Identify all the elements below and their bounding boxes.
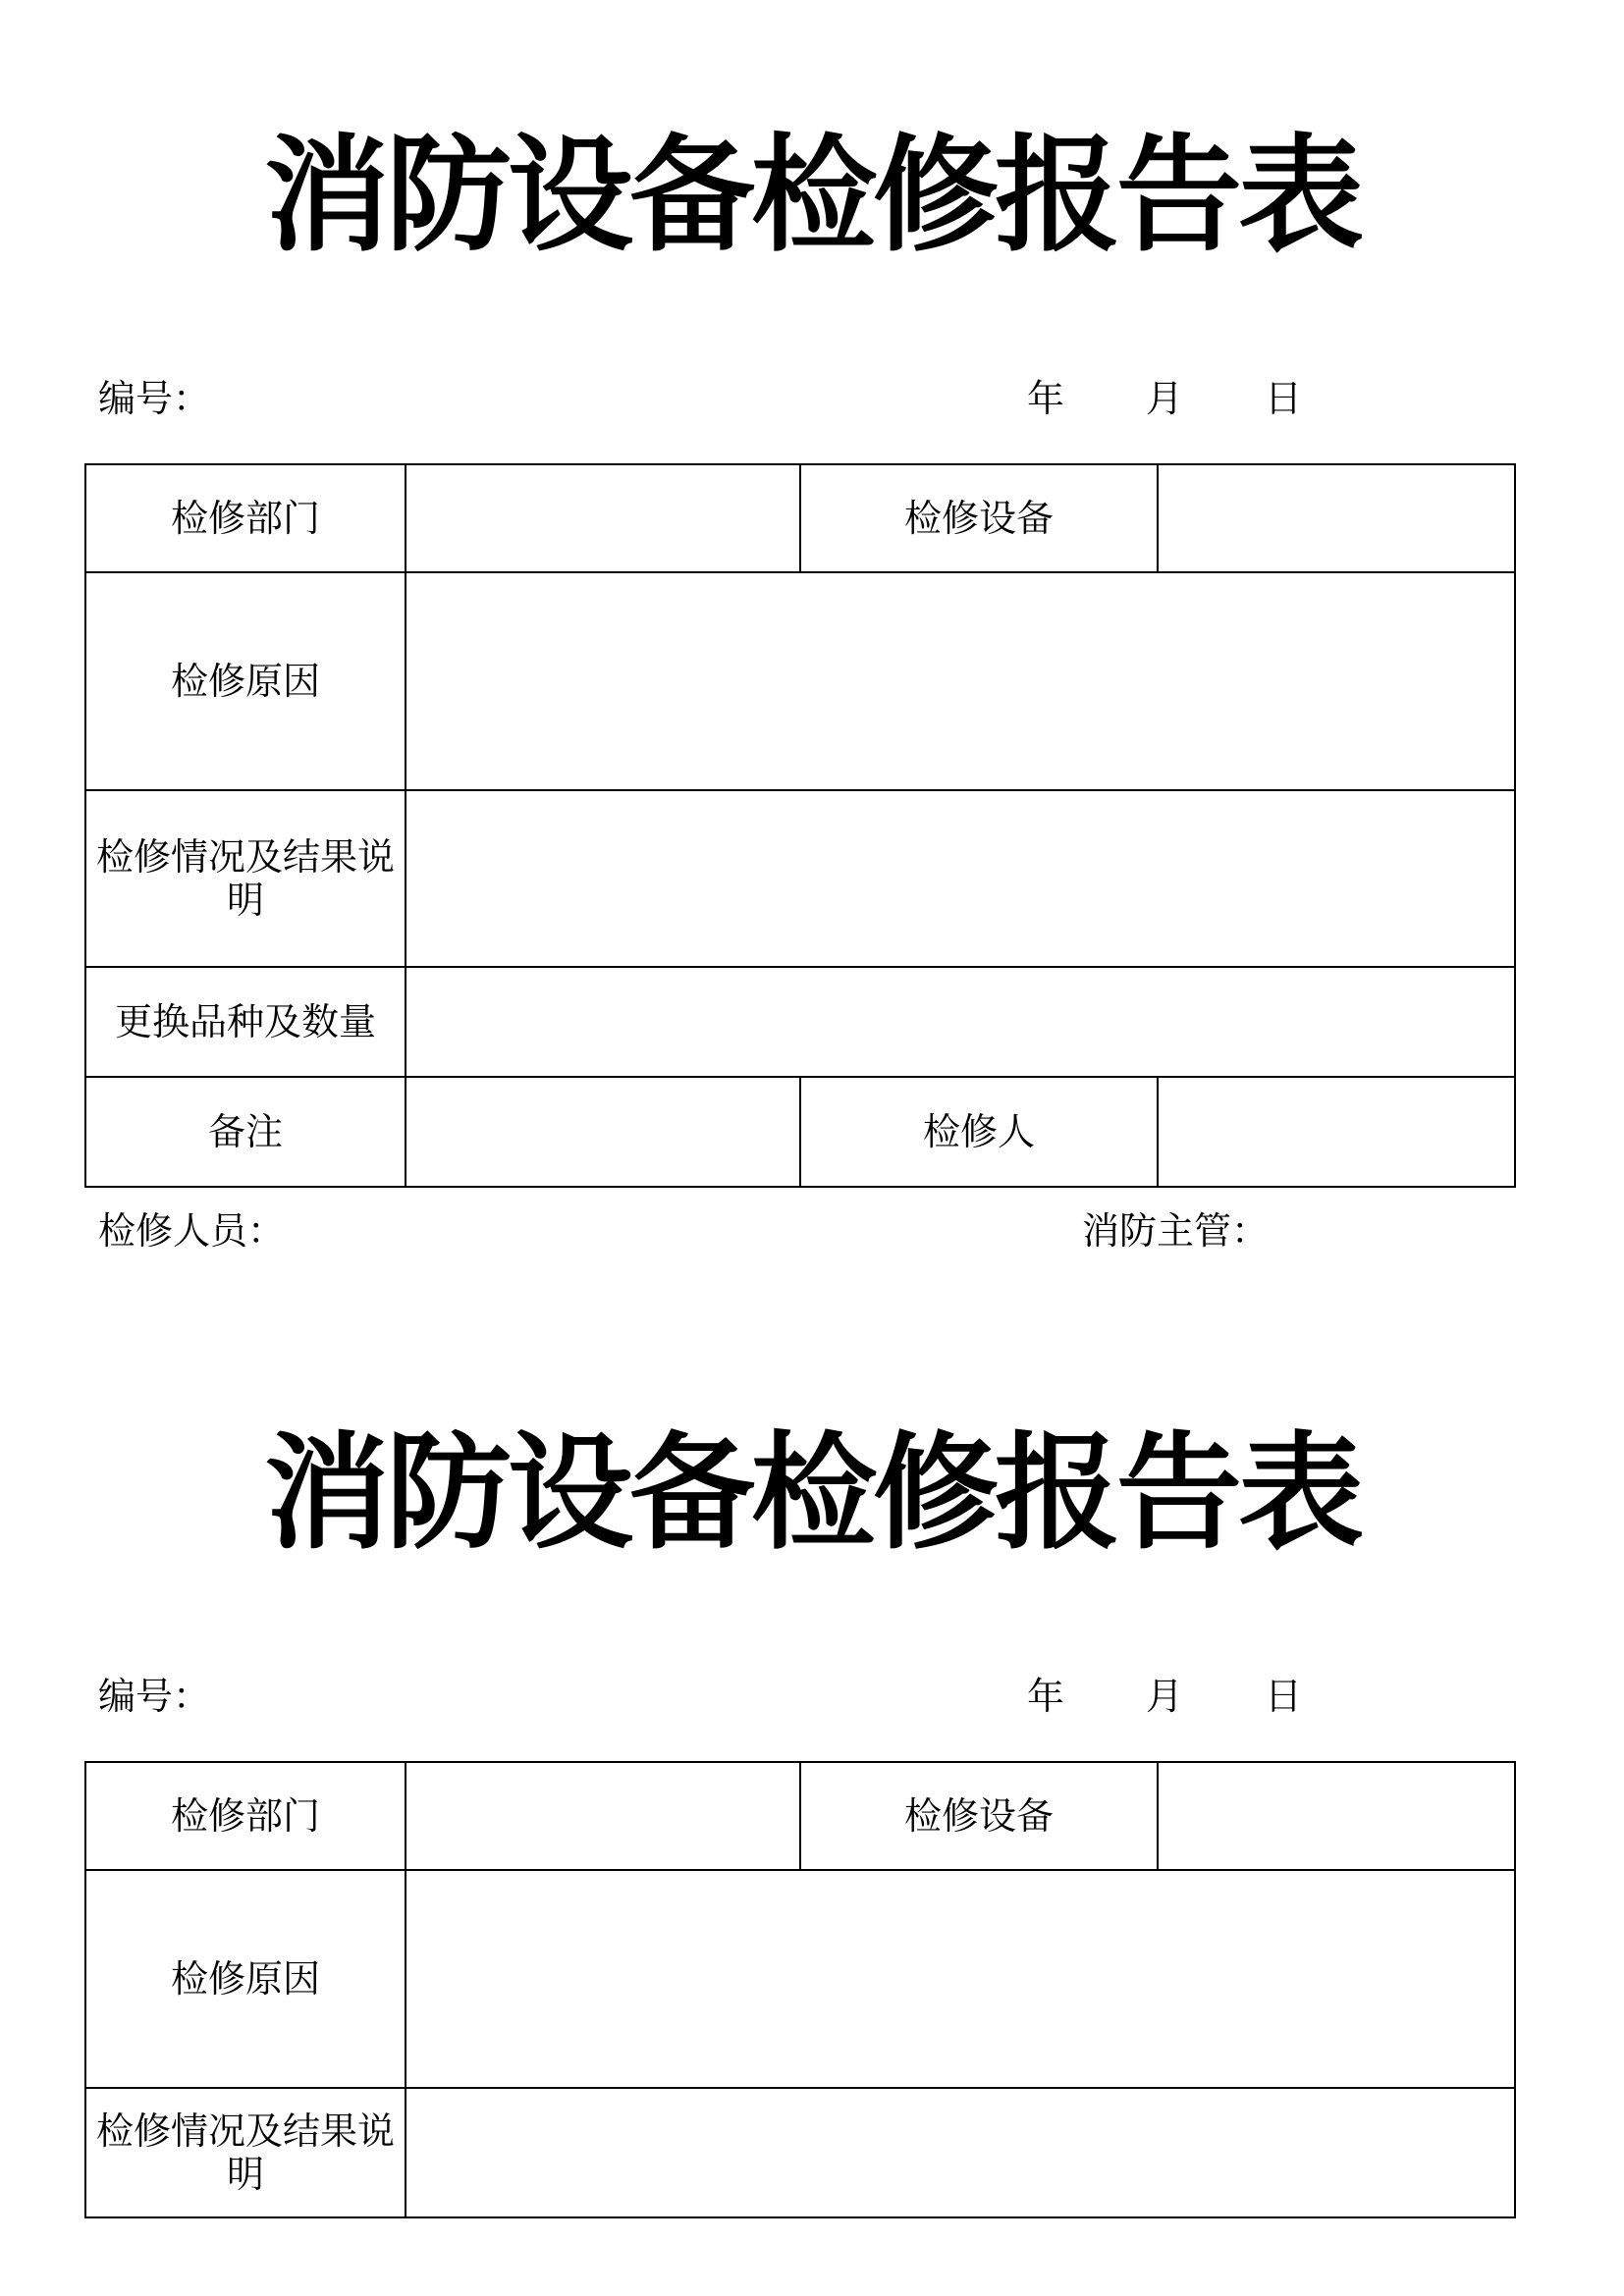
form-title: 消防设备检修报告表: [263, 123, 1360, 269]
report-table: [84, 1761, 1516, 2218]
date-year-label: 年: [1027, 377, 1065, 420]
repairer-label: 检修人: [800, 1077, 1158, 1187]
result-value-cell[interactable]: [406, 2088, 1515, 2217]
equipment-label: 检修设备: [800, 464, 1158, 572]
number-label: 编号：: [98, 377, 211, 420]
remarks-value-cell[interactable]: [406, 1077, 800, 1187]
repairer-value-cell[interactable]: [1158, 1077, 1515, 1187]
result-label: 检修情况及结果说明: [85, 790, 406, 967]
department-value-cell[interactable]: [406, 1762, 800, 1870]
supervisor-signature-label: 消防主管：: [1082, 1209, 1270, 1253]
replacement-label: 更换品种及数量: [85, 967, 406, 1077]
department-value-cell[interactable]: [406, 464, 800, 572]
date-line: [1027, 371, 1383, 426]
equipment-label: 检修设备: [800, 1762, 1158, 1870]
number-label: 编号：: [98, 1675, 211, 1718]
department-label: 检修部门: [85, 1762, 406, 1870]
date-year-label: 年: [1027, 1675, 1065, 1718]
date-day-label: 日: [1265, 377, 1303, 420]
equipment-value-cell[interactable]: [1158, 1762, 1515, 1870]
reason-label: 检修原因: [85, 1870, 406, 2088]
reason-value-cell[interactable]: [406, 572, 1515, 790]
replacement-value-cell[interactable]: [406, 967, 1515, 1077]
form-title: 消防设备检修报告表: [263, 1420, 1360, 1567]
result-value-cell[interactable]: [406, 790, 1515, 967]
equipment-value-cell[interactable]: [1158, 464, 1515, 572]
department-label: 检修部门: [85, 464, 406, 572]
result-label: 检修情况及结果说明: [85, 2088, 406, 2217]
remarks-label: 备注: [85, 1077, 406, 1187]
date-month-label: 月: [1146, 1675, 1184, 1718]
date-line: [1027, 1669, 1383, 1724]
reason-value-cell[interactable]: [406, 1870, 1515, 2088]
date-day-label: 日: [1265, 1675, 1303, 1718]
report-table: [84, 463, 1516, 1188]
reason-label: 检修原因: [85, 572, 406, 790]
date-month-label: 月: [1146, 377, 1184, 420]
staff-signature-label: 检修人员：: [98, 1209, 286, 1253]
